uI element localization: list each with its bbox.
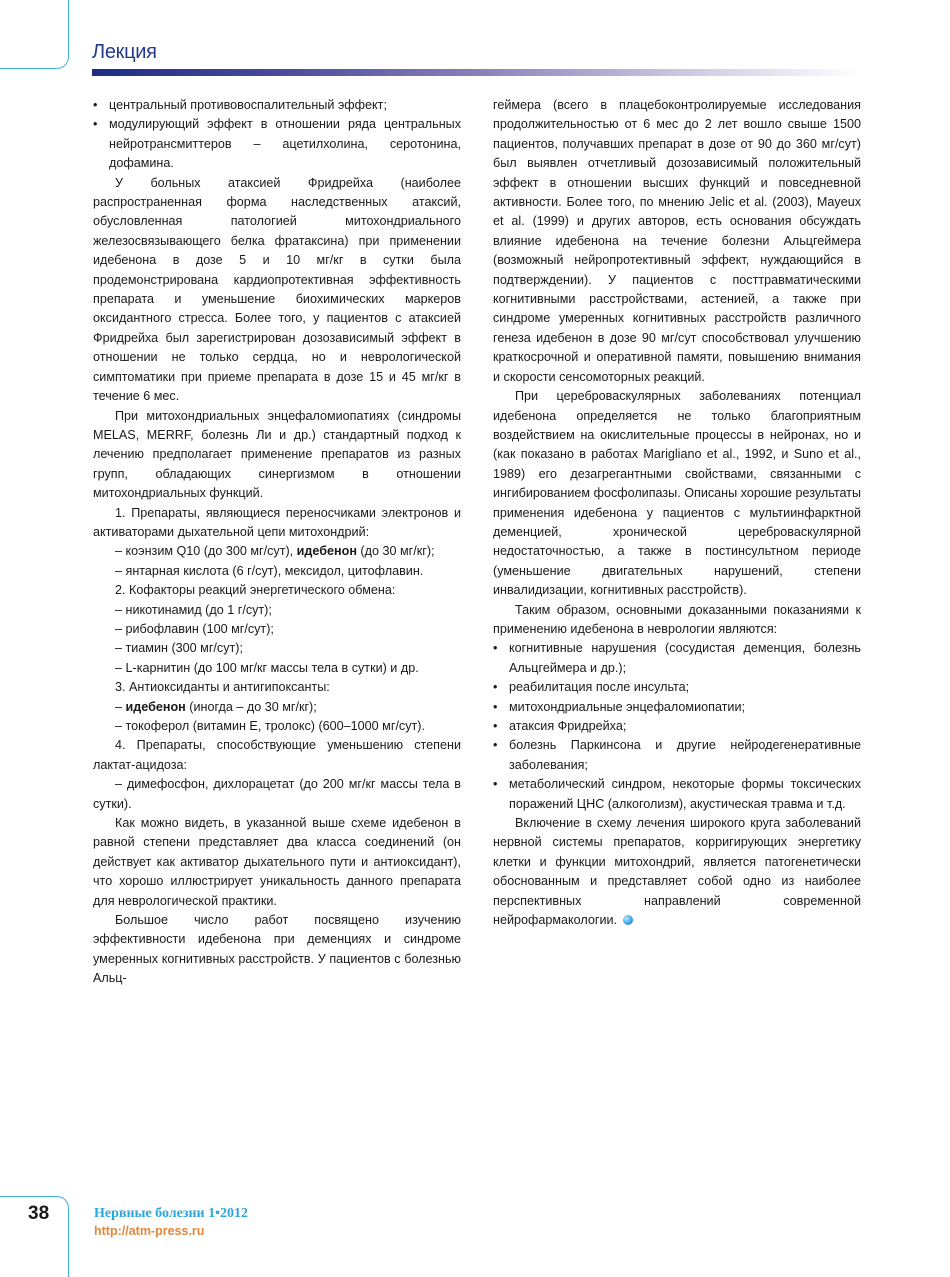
paragraph-indications: Таким образом, основными доказанными показаниями к применению идебенона в неврологии являются: — [493, 602, 861, 636]
bullet-icon: • — [493, 738, 498, 753]
group-3-item: – токоферол (витамин Е, тролокс) (600–1000 мг/сут). — [115, 719, 425, 733]
page-number: 38 — [28, 1203, 50, 1224]
end-of-article-icon — [623, 915, 633, 925]
paragraph-conclusion: Включение в схему лечения широкого круга заболеваний нервной системы препаратов, корригирующих энергетику клетки и функции митохондрий, является патогенетически обоснованным и представляет собой одно из наиболее перспективных направлений современной нейрофармакологии. — [493, 816, 861, 928]
bullet-icon: • — [493, 699, 498, 714]
right-column — [493, 96, 861, 930]
list-item: • метаболический синдром, некоторые формы токсических поражений ЦНС (алкоголизм), акустическая травма и т.д. — [493, 777, 861, 811]
list-item: • модулирующий эффект в отношении ряда центральных нейротрансмиттеров – ацетилхолина, серотонина, дофамина. — [93, 117, 461, 171]
bullet-icon: • — [493, 777, 498, 792]
list-item: • атаксия Фридрейха; — [493, 717, 861, 736]
group-4-item: – димефосфон, дихлорацетат (до 200 мг/кг массы тела в сутки). — [93, 777, 461, 811]
list-item: • центральный противовоспалительный эффект; — [93, 96, 461, 115]
indications-bullet-list — [493, 639, 861, 814]
paragraph-mitochondrial: При митохондриальных энцефаломиопатиях (синдромы MELAS, MERRF, болезнь Ли и др.) стандартный подход к лечению предполагает применение препаратов из разных групп, обладающих синергизмом в отношении митохондриальных функций. — [93, 408, 461, 501]
group-4-title: 4. Препараты, способствующие уменьшению степени лактат-ацидоза: — [93, 738, 461, 772]
paragraph-cerebrovascular: При цереброваскулярных заболеваниях потенциал идебенона определяется не только благоприятным воздействием на окислительные процессы в нейронах, но и (как показано в работах Marigliano et al., 1992, и Suno et al., 1989) его дезагрегантными свойствами, связанными с ингибированием фосфолипазы. Описаны хорошие результаты применения идебенона у пациентов с мультиинфарктной деменцией, хронической цереброваскулярной недостаточностью, а также в постинсультном периоде (уменьшение двигательных нарушений, степени инвалидизации, когнитивных расстройств). — [493, 389, 861, 598]
group-2-item: – L-карнитин (до 100 мг/кг массы тела в сутки) и др. — [115, 660, 419, 675]
paragraph-friedreich: У больных атаксией Фридрейха (наиболее распространенная форма наследственных атаксий, обусловленная патологией митохондриального железосвязывающего белка фратаксина) при применении идебенона в дозе 5 и 10 мг/кг в сутки была продемонстрирована кардиопротективная эффективность препарата и уменьшение биохимических маркеров оксидантного стресса. Более того, у пациентов с атаксией Фридрейха был зарегистрирован дозозависимый эффект в отношении не только сердца, но и неврологической симптоматики при приеме препарата в дозе 15 и 45 мг/кг в течение 6 мес. — [93, 175, 461, 404]
section-title: Лекция — [92, 41, 157, 63]
list-item: • митохондриальные энцефаломиопатии; — [493, 698, 861, 717]
group-1-title: 1. Препараты, являющиеся переносчиками электронов и активаторами дыхательной цепи митохондрий: — [93, 505, 461, 539]
paragraph-scheme: Как можно видеть, в указанной выше схеме идебенон в равной степени представляет два класса соединений (он действует как активатор дыхательного пути и антиоксидант), что хорошо иллюстрирует уникальность данного препарата для неврологической практики. — [93, 816, 461, 908]
bullet-icon: • — [493, 680, 498, 695]
header-corner-bracket — [0, 0, 69, 69]
header-gradient-bar — [92, 69, 862, 76]
list-item: • болезнь Паркинсона и другие нейродегенеративные заболевания; — [493, 738, 861, 772]
journal-title: Нервные болезни 1•2012 — [94, 1206, 249, 1221]
group-2-item: – никотинамид (до 1 г/сут); — [115, 602, 272, 617]
bullet-icon: • — [493, 719, 498, 733]
bullet-icon: • — [93, 98, 98, 112]
group-2-item: – рибофлавин (100 мг/сут); — [115, 621, 274, 636]
group-3-title: 3. Антиоксиданты и антигипоксанты: — [115, 680, 330, 695]
group-3-item: – идебенон (иногда – до 30 мг/кг); — [115, 699, 317, 714]
group-1-item: – янтарная кислота (6 г/сут), мексидол, цитофлавин. — [115, 563, 424, 578]
drug-name-bold: идебенон — [296, 544, 357, 559]
group-2-item: – тиамин (300 мг/сут); — [115, 641, 243, 656]
mechanism-bullet-list — [93, 96, 461, 174]
paragraph-dementia: Большое число работ посвящено изучению эффективности идебенона при деменциях и синдроме умеренных когнитивных расстройств. У пациентов с болезнью Альц- — [93, 913, 461, 986]
group-2-title: 2. Кофакторы реакций энергетического обмена: — [115, 583, 396, 598]
bullet-icon: • — [93, 117, 98, 132]
group-1-item: – коэнзим Q10 (до 300 мг/сут), идебенон (до 30 мг/кг); — [115, 544, 435, 559]
bullet-icon: • — [493, 641, 498, 656]
paragraph-alzheimer-continued: геймера (всего в плацебоконтролируемые исследования продолжительностью от 6 мес до 2 лет вошло свыше 1500 пациентов, получавших препарат в дозе от 90 до 360 мг/сут) был выявлен отчетливый дозозависимый положительный эффект в отношении высших функций и повседневной активности. Более того, по мнению Jelic et al. (2003), Mayeux et al. (1999) и других авторов, есть основания обсуждать влияние идебенона на течение болезни Альцгеймера (возможный нейропротективный эффект, нуждающийся в подтверждении). У пациентов с посттравматическими когнитивными расстройствами, астенией, а также при синдроме умеренных когнитивных расстройств различного генеза идебенон в дозе 90 мг/сут способствовал улучшению краткосрочной и оперативной памяти, повышению внимания и скорости сенсомоторных реакций. — [493, 98, 861, 384]
journal-website-link[interactable]: http://atm-press.ru — [94, 1224, 205, 1238]
left-column — [93, 96, 461, 989]
list-item: • реабилитация после инсульта; — [493, 678, 861, 697]
list-item: • когнитивные нарушения (сосудистая деменция, болезнь Альцгеймера и др.); — [493, 641, 861, 675]
drug-name-bold: идебенон — [125, 699, 186, 714]
